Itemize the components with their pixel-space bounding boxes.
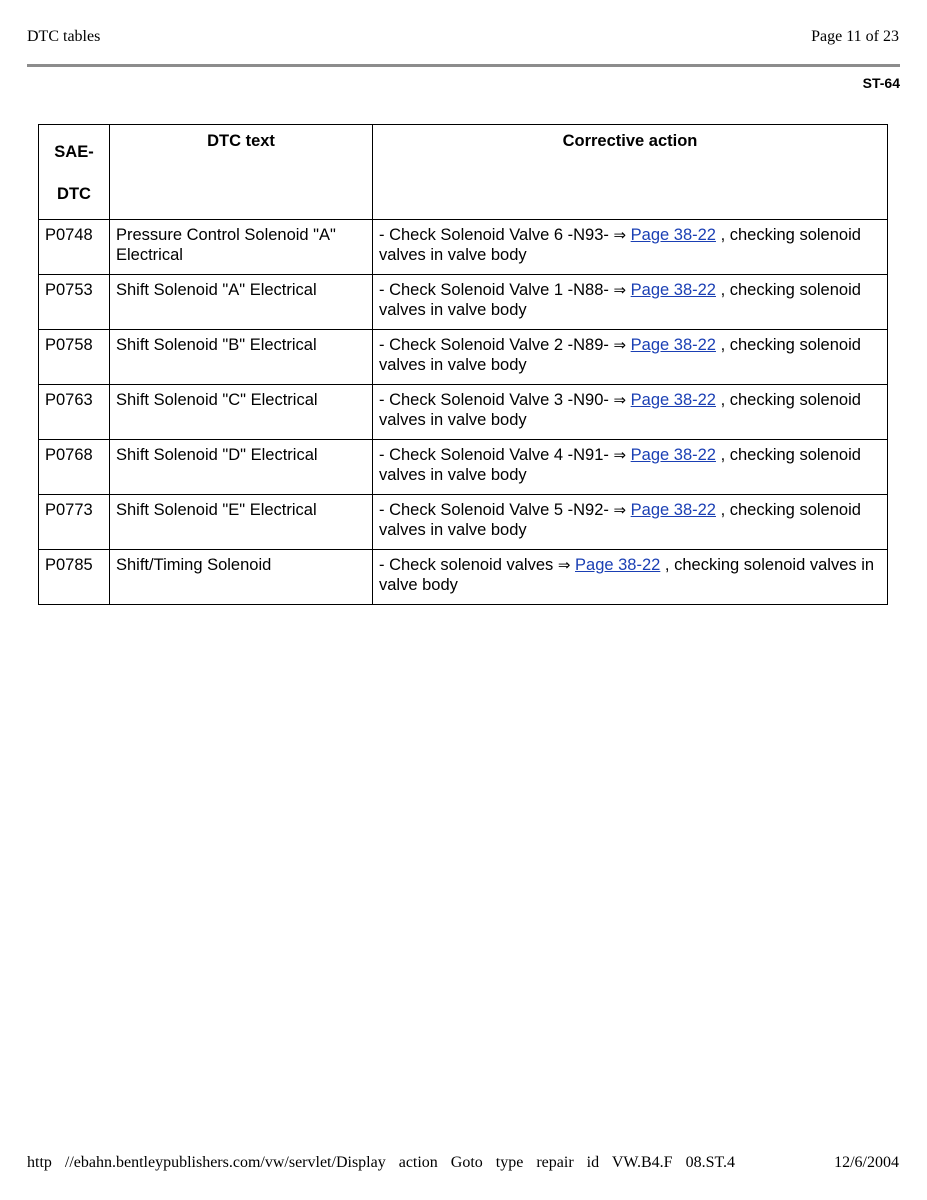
arrow-right-icon: ⇒	[613, 446, 627, 464]
header-sae-dtc	[39, 125, 110, 220]
action-text: - Check Solenoid Valve 1 -N88-	[379, 281, 614, 299]
page-link[interactable]: Page 38-22	[630, 281, 716, 299]
action-text: - Check Solenoid Valve 6 -N93-	[379, 226, 614, 244]
action-text: - Check Solenoid Valve 2 -N89-	[379, 336, 614, 354]
dtc-description: Shift Solenoid "E" Electrical	[110, 495, 373, 550]
dtc-code: P0758	[39, 330, 110, 385]
action-text-suffix: , checking solenoid valves in valve body	[379, 226, 861, 264]
dtc-code: P0785	[39, 550, 110, 605]
dtc-code: P0748	[39, 220, 110, 275]
dtc-code: P0773	[39, 495, 110, 550]
arrow-right-icon: ⇒	[613, 391, 627, 409]
arrow-right-icon: ⇒	[613, 336, 627, 354]
action-text: - Check Solenoid Valve 5 -N92-	[379, 501, 614, 519]
page-link[interactable]: Page 38-22	[630, 446, 716, 464]
action-text: - Check Solenoid Valve 4 -N91-	[379, 446, 614, 464]
table-row	[39, 275, 888, 330]
dtc-description: Shift Solenoid "A" Electrical	[110, 275, 373, 330]
arrow-right-icon: ⇒	[613, 226, 627, 244]
corrective-action	[373, 440, 888, 495]
dtc-description: Shift Solenoid "C" Electrical	[110, 385, 373, 440]
page-link[interactable]: Page 38-22	[630, 501, 716, 519]
action-text-suffix: , checking solenoid valves in valve body	[379, 446, 861, 484]
header-divider	[27, 64, 900, 67]
corrective-action	[373, 275, 888, 330]
dtc-description: Shift Solenoid "D" Electrical	[110, 440, 373, 495]
header-sae-line2: DTC	[57, 185, 91, 203]
arrow-right-icon: ⇒	[557, 556, 571, 574]
table-row	[39, 330, 888, 385]
table-row	[39, 550, 888, 605]
action-text-suffix: , checking solenoid valves in valve body	[379, 391, 861, 429]
page-link[interactable]: Page 38-22	[630, 226, 716, 244]
dtc-code: P0763	[39, 385, 110, 440]
action-text-suffix: , checking solenoid valves in valve body	[379, 281, 861, 319]
arrow-right-icon: ⇒	[613, 501, 627, 519]
footer-date: 12/6/2004	[834, 1154, 899, 1171]
page-link[interactable]: Page 38-22	[575, 556, 661, 574]
dtc-description: Pressure Control Solenoid "A" Electrical	[110, 220, 373, 275]
corrective-action	[373, 385, 888, 440]
dtc-table	[38, 124, 888, 605]
page-number: Page 11 of 23	[811, 28, 899, 45]
table-row	[39, 440, 888, 495]
corrective-action	[373, 550, 888, 605]
header-sae-line1: SAE-	[54, 143, 94, 161]
section-code: ST-64	[862, 75, 900, 91]
header-dtc-text: DTC text	[110, 125, 373, 220]
corrective-action	[373, 495, 888, 550]
action-text-suffix: , checking solenoid valves in valve body	[379, 501, 861, 539]
table-header-row	[39, 125, 888, 220]
action-text: - Check Solenoid Valve 3 -N90-	[379, 391, 614, 409]
page-link[interactable]: Page 38-22	[630, 336, 716, 354]
dtc-description: Shift Solenoid "B" Electrical	[110, 330, 373, 385]
corrective-action	[373, 220, 888, 275]
action-text-suffix: , checking solenoid valves in valve body	[379, 336, 861, 374]
page-link[interactable]: Page 38-22	[630, 391, 716, 409]
document-title: DTC tables	[27, 28, 101, 45]
footer-url: http //ebahn.bentleypublishers.com/vw/servlet/Display action Goto type repair id VW.B4.F 08.ST.4	[27, 1154, 736, 1171]
arrow-right-icon: ⇒	[613, 281, 627, 299]
dtc-code: P0753	[39, 275, 110, 330]
header-corrective-action: Corrective action	[373, 125, 888, 220]
table-row	[39, 385, 888, 440]
table-row	[39, 220, 888, 275]
corrective-action	[373, 330, 888, 385]
dtc-description: Shift/Timing Solenoid	[110, 550, 373, 605]
action-text: - Check solenoid valves	[379, 556, 558, 574]
action-text-suffix: , checking solenoid valves in valve body	[379, 556, 875, 594]
dtc-code: P0768	[39, 440, 110, 495]
table-row	[39, 495, 888, 550]
